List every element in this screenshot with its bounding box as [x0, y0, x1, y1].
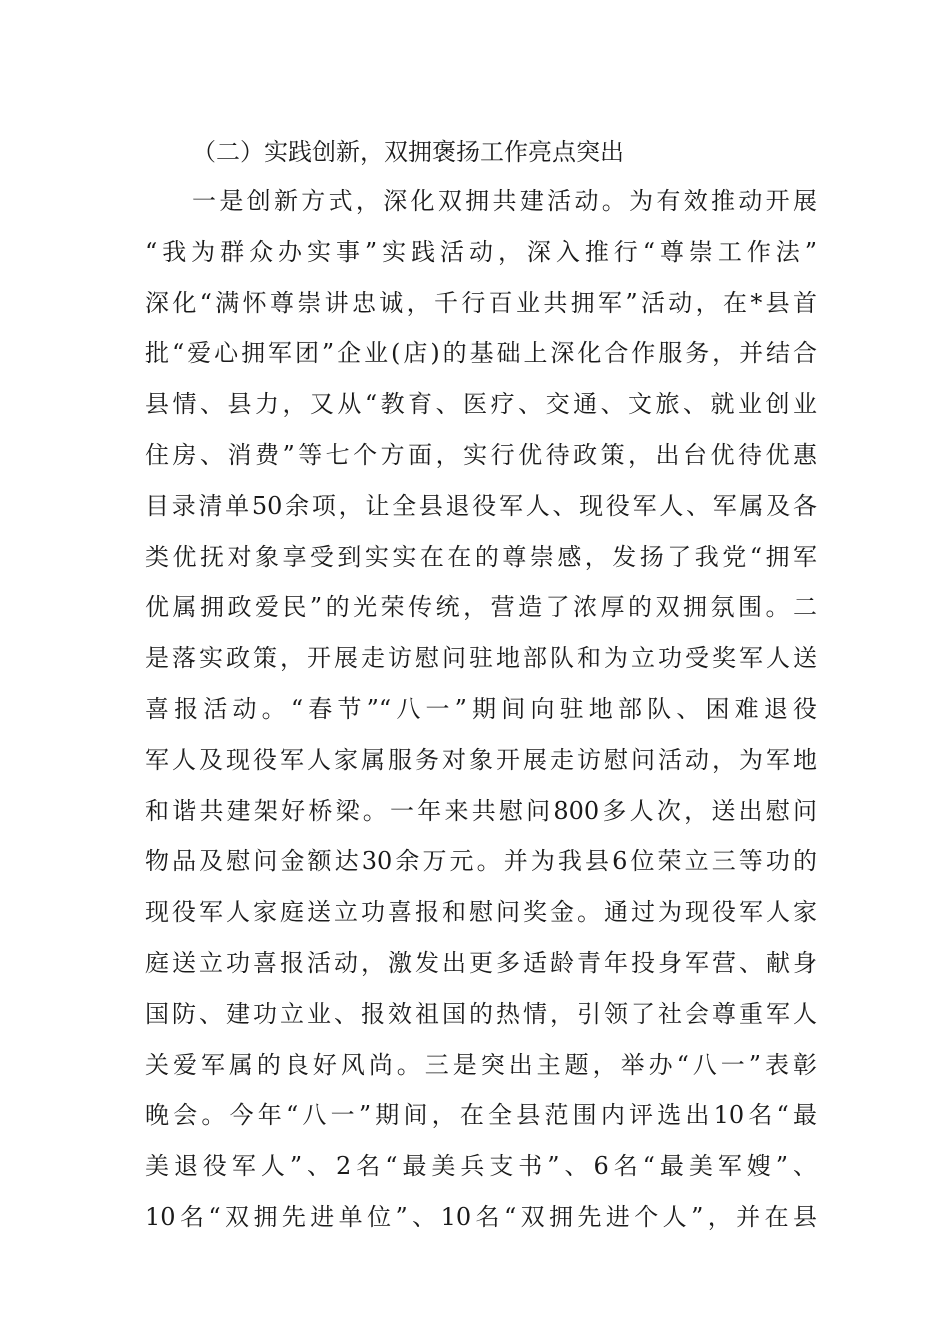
text-line: 一是创新方式，深化双拥共建活动。为有效推动开展 — [192, 187, 817, 215]
text-line: 深化“满怀尊崇讲忠诚，千行百业共拥军”活动，在*县首 — [145, 288, 817, 317]
section-heading: （二）实践创新，双拥褒扬工作亮点突出 — [192, 138, 624, 166]
text-line: 军人及现役军人家属服务对象开展走访慰问活动，为军地 — [145, 745, 817, 774]
text-line: 批“爱心拥军团”企业(店)的基础上深化合作服务，并结合 — [145, 339, 817, 368]
text-line: 10名“双拥先进单位”、10名“双拥先进个人”，并在县 — [145, 1202, 817, 1231]
text-line: 美退役军人”、2名“最美兵支书”、6名“最美军嫂”、 — [145, 1152, 817, 1181]
text-line: 和谐共建架好桥梁。一年来共慰问800多人次，送出慰问 — [145, 796, 817, 825]
text-line: 县情、县力，又从“教育、医疗、交通、文旅、就业创业 — [145, 390, 817, 419]
text-line: 目录清单50余项，让全县退役军人、现役军人、军属及各 — [145, 491, 817, 520]
text-line: 庭送立功喜报活动，激发出更多适龄青年投身军营、献身 — [145, 948, 817, 977]
text-line: 是落实政策，开展走访慰问驻地部队和为立功受奖军人送 — [145, 644, 817, 673]
text-line: 晚会。今年“八一”期间，在全县范围内评选出10名“最 — [145, 1101, 817, 1130]
text-line: 喜报活动。“春节”“八一”期间向驻地部队、困难退役 — [145, 694, 817, 723]
text-line: 现役军人家庭送立功喜报和慰问奖金。通过为现役军人家 — [145, 898, 817, 927]
text-line: 关爱军属的良好风尚。三是突出主题，举办“八一”表彰 — [145, 1050, 817, 1079]
text-line: 类优抚对象享受到实实在在的尊崇感，发扬了我党“拥军 — [145, 542, 817, 571]
text-line: 国防、建功立业、报效祖国的热情，引领了社会尊重军人 — [145, 999, 817, 1028]
body-text — [145, 176, 817, 1243]
text-line: “我为群众办实事”实践活动，深入推行“尊崇工作法” — [145, 237, 817, 266]
text-line: 物品及慰问金额达30余万元。并为我县6位荣立三等功的 — [145, 847, 817, 876]
text-line: 住房、消费”等七个方面，实行优待政策，出台优待优惠 — [145, 440, 817, 469]
text-line: 优属拥政爱民”的光荣传统，营造了浓厚的双拥氛围。二 — [145, 593, 817, 622]
